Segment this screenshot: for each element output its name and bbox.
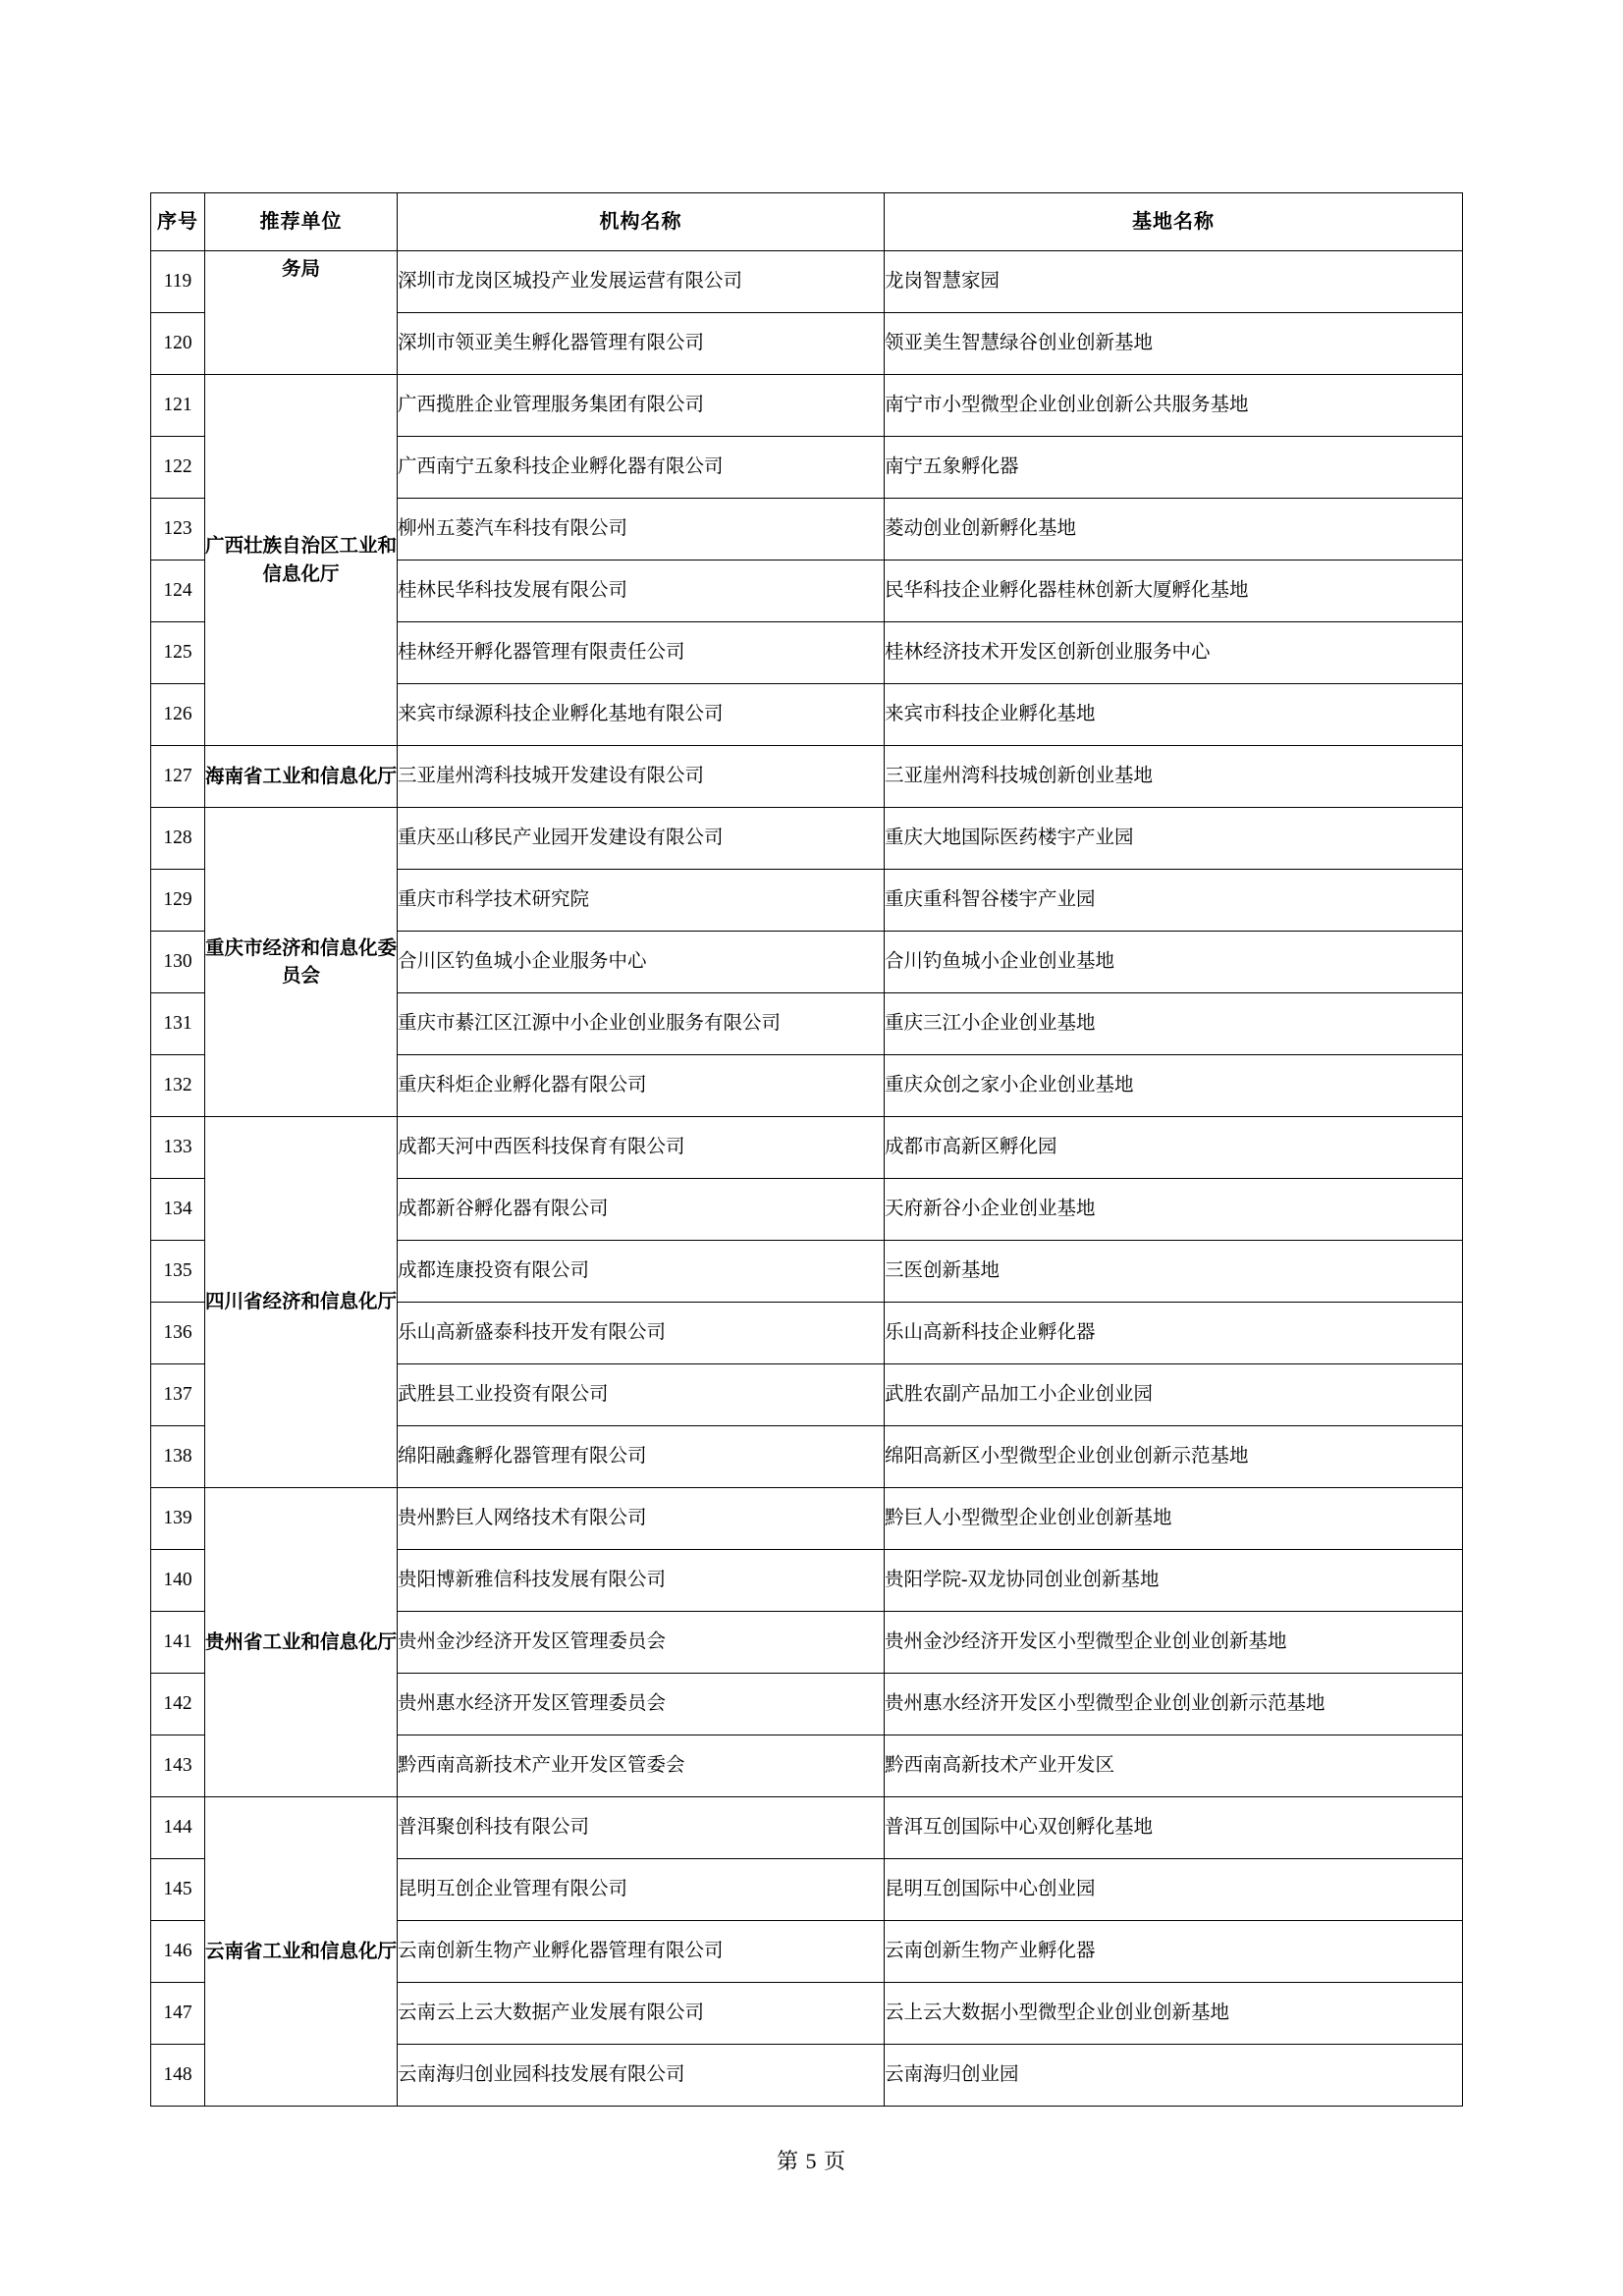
cell-organization-name: 云南云上云大数据产业发展有限公司 bbox=[398, 1983, 885, 2045]
table-row bbox=[151, 808, 1463, 870]
cell-organization-name: 绵阳融鑫孵化器管理有限公司 bbox=[398, 1426, 885, 1488]
cell-seq: 120 bbox=[151, 313, 205, 375]
cell-seq: 125 bbox=[151, 622, 205, 684]
cell-base-name: 重庆众创之家小企业创业基地 bbox=[885, 1055, 1463, 1117]
table-header bbox=[151, 193, 1463, 251]
cell-organization-name: 云南海归创业园科技发展有限公司 bbox=[398, 2045, 885, 2107]
table-row bbox=[151, 1797, 1463, 1859]
recommendation-table bbox=[150, 192, 1463, 2107]
cell-recommending-unit: 贵州省工业和信息化厅 bbox=[205, 1488, 398, 1797]
cell-base-name: 贵州惠水经济开发区小型微型企业创业创新示范基地 bbox=[885, 1674, 1463, 1735]
cell-seq: 142 bbox=[151, 1674, 205, 1735]
page-number-label: 第 5 页 bbox=[776, 2149, 846, 2173]
cell-base-name: 来宾市科技企业孵化基地 bbox=[885, 684, 1463, 746]
cell-organization-name: 乐山高新盛泰科技开发有限公司 bbox=[398, 1303, 885, 1364]
cell-base-name: 黔巨人小型微型企业创业创新基地 bbox=[885, 1488, 1463, 1550]
cell-organization-name: 深圳市龙岗区城投产业发展运营有限公司 bbox=[398, 251, 885, 313]
cell-seq: 128 bbox=[151, 808, 205, 870]
cell-seq: 127 bbox=[151, 746, 205, 808]
cell-seq: 124 bbox=[151, 561, 205, 622]
table-body bbox=[151, 251, 1463, 2107]
cell-organization-name: 广西揽胜企业管理服务集团有限公司 bbox=[398, 375, 885, 437]
recommendation-table-container bbox=[150, 192, 1462, 2107]
column-header-unit: 推荐单位 bbox=[205, 193, 398, 251]
cell-seq: 122 bbox=[151, 437, 205, 499]
cell-seq: 129 bbox=[151, 870, 205, 932]
cell-seq: 148 bbox=[151, 2045, 205, 2107]
cell-recommending-unit: 广西壮族自治区工业和信息化厅 bbox=[205, 375, 398, 746]
cell-seq: 126 bbox=[151, 684, 205, 746]
cell-base-name: 黔西南高新技术产业开发区 bbox=[885, 1735, 1463, 1797]
cell-organization-name: 三亚崖州湾科技城开发建设有限公司 bbox=[398, 746, 885, 808]
page-footer bbox=[0, 2145, 1623, 2175]
cell-seq: 119 bbox=[151, 251, 205, 313]
cell-organization-name: 贵阳博新雅信科技发展有限公司 bbox=[398, 1550, 885, 1612]
cell-organization-name: 武胜县工业投资有限公司 bbox=[398, 1364, 885, 1426]
cell-base-name: 昆明互创国际中心创业园 bbox=[885, 1859, 1463, 1921]
cell-base-name: 云上云大数据小型微型企业创业创新基地 bbox=[885, 1983, 1463, 2045]
cell-base-name: 桂林经济技术开发区创新创业服务中心 bbox=[885, 622, 1463, 684]
column-header-seq: 序号 bbox=[151, 193, 205, 251]
cell-base-name: 菱动创业创新孵化基地 bbox=[885, 499, 1463, 561]
cell-seq: 143 bbox=[151, 1735, 205, 1797]
cell-seq: 146 bbox=[151, 1921, 205, 1983]
cell-base-name: 领亚美生智慧绿谷创业创新基地 bbox=[885, 313, 1463, 375]
table-row bbox=[151, 1488, 1463, 1550]
cell-seq: 141 bbox=[151, 1612, 205, 1674]
cell-organization-name: 桂林民华科技发展有限公司 bbox=[398, 561, 885, 622]
cell-organization-name: 黔西南高新技术产业开发区管委会 bbox=[398, 1735, 885, 1797]
cell-base-name: 三亚崖州湾科技城创新创业基地 bbox=[885, 746, 1463, 808]
cell-base-name: 成都市高新区孵化园 bbox=[885, 1117, 1463, 1179]
cell-organization-name: 贵州黔巨人网络技术有限公司 bbox=[398, 1488, 885, 1550]
table-row bbox=[151, 375, 1463, 437]
cell-seq: 132 bbox=[151, 1055, 205, 1117]
cell-base-name: 普洱互创国际中心双创孵化基地 bbox=[885, 1797, 1463, 1859]
cell-base-name: 三医创新基地 bbox=[885, 1241, 1463, 1303]
cell-organization-name: 成都新谷孵化器有限公司 bbox=[398, 1179, 885, 1241]
cell-seq: 133 bbox=[151, 1117, 205, 1179]
cell-base-name: 南宁五象孵化器 bbox=[885, 437, 1463, 499]
cell-seq: 137 bbox=[151, 1364, 205, 1426]
cell-seq: 130 bbox=[151, 932, 205, 993]
cell-organization-name: 重庆巫山移民产业园开发建设有限公司 bbox=[398, 808, 885, 870]
cell-organization-name: 重庆市科学技术研究院 bbox=[398, 870, 885, 932]
cell-base-name: 贵阳学院-双龙协同创业创新基地 bbox=[885, 1550, 1463, 1612]
cell-base-name: 重庆重科智谷楼宇产业园 bbox=[885, 870, 1463, 932]
cell-organization-name: 柳州五菱汽车科技有限公司 bbox=[398, 499, 885, 561]
cell-seq: 136 bbox=[151, 1303, 205, 1364]
cell-base-name: 民华科技企业孵化器桂林创新大厦孵化基地 bbox=[885, 561, 1463, 622]
cell-seq: 121 bbox=[151, 375, 205, 437]
cell-seq: 138 bbox=[151, 1426, 205, 1488]
cell-base-name: 武胜农副产品加工小企业创业园 bbox=[885, 1364, 1463, 1426]
cell-seq: 139 bbox=[151, 1488, 205, 1550]
cell-seq: 134 bbox=[151, 1179, 205, 1241]
cell-base-name: 云南创新生物产业孵化器 bbox=[885, 1921, 1463, 1983]
cell-organization-name: 深圳市领亚美生孵化器管理有限公司 bbox=[398, 313, 885, 375]
cell-base-name: 乐山高新科技企业孵化器 bbox=[885, 1303, 1463, 1364]
cell-seq: 135 bbox=[151, 1241, 205, 1303]
cell-organization-name: 重庆科炬企业孵化器有限公司 bbox=[398, 1055, 885, 1117]
cell-recommending-unit: 四川省经济和信息化厅 bbox=[205, 1117, 398, 1488]
cell-organization-name: 桂林经开孵化器管理有限责任公司 bbox=[398, 622, 885, 684]
cell-seq: 140 bbox=[151, 1550, 205, 1612]
cell-recommending-unit: 云南省工业和信息化厅 bbox=[205, 1797, 398, 2107]
cell-organization-name: 贵州惠水经济开发区管理委员会 bbox=[398, 1674, 885, 1735]
cell-organization-name: 合川区钓鱼城小企业服务中心 bbox=[398, 932, 885, 993]
cell-organization-name: 云南创新生物产业孵化器管理有限公司 bbox=[398, 1921, 885, 1983]
cell-seq: 131 bbox=[151, 993, 205, 1055]
cell-base-name: 重庆大地国际医药楼宇产业园 bbox=[885, 808, 1463, 870]
cell-organization-name: 成都连康投资有限公司 bbox=[398, 1241, 885, 1303]
cell-base-name: 南宁市小型微型企业创业创新公共服务基地 bbox=[885, 375, 1463, 437]
column-header-base: 基地名称 bbox=[885, 193, 1463, 251]
cell-base-name: 重庆三江小企业创业基地 bbox=[885, 993, 1463, 1055]
cell-recommending-unit: 重庆市经济和信息化委员会 bbox=[205, 808, 398, 1117]
cell-recommending-unit: 务局 bbox=[205, 251, 398, 375]
table-header-row bbox=[151, 193, 1463, 251]
cell-organization-name: 广西南宁五象科技企业孵化器有限公司 bbox=[398, 437, 885, 499]
cell-organization-name: 昆明互创企业管理有限公司 bbox=[398, 1859, 885, 1921]
cell-seq: 144 bbox=[151, 1797, 205, 1859]
cell-base-name: 云南海归创业园 bbox=[885, 2045, 1463, 2107]
cell-seq: 123 bbox=[151, 499, 205, 561]
cell-organization-name: 成都天河中西医科技保育有限公司 bbox=[398, 1117, 885, 1179]
cell-base-name: 龙岗智慧家园 bbox=[885, 251, 1463, 313]
cell-recommending-unit: 海南省工业和信息化厅 bbox=[205, 746, 398, 808]
cell-base-name: 天府新谷小企业创业基地 bbox=[885, 1179, 1463, 1241]
table-row bbox=[151, 251, 1463, 313]
cell-seq: 145 bbox=[151, 1859, 205, 1921]
cell-organization-name: 重庆市綦江区江源中小企业创业服务有限公司 bbox=[398, 993, 885, 1055]
cell-organization-name: 来宾市绿源科技企业孵化基地有限公司 bbox=[398, 684, 885, 746]
cell-base-name: 合川钓鱼城小企业创业基地 bbox=[885, 932, 1463, 993]
cell-base-name: 绵阳高新区小型微型企业创业创新示范基地 bbox=[885, 1426, 1463, 1488]
table-row bbox=[151, 1117, 1463, 1179]
cell-organization-name: 贵州金沙经济开发区管理委员会 bbox=[398, 1612, 885, 1674]
table-row bbox=[151, 746, 1463, 808]
column-header-org: 机构名称 bbox=[398, 193, 885, 251]
cell-organization-name: 普洱聚创科技有限公司 bbox=[398, 1797, 885, 1859]
cell-base-name: 贵州金沙经济开发区小型微型企业创业创新基地 bbox=[885, 1612, 1463, 1674]
cell-seq: 147 bbox=[151, 1983, 205, 2045]
